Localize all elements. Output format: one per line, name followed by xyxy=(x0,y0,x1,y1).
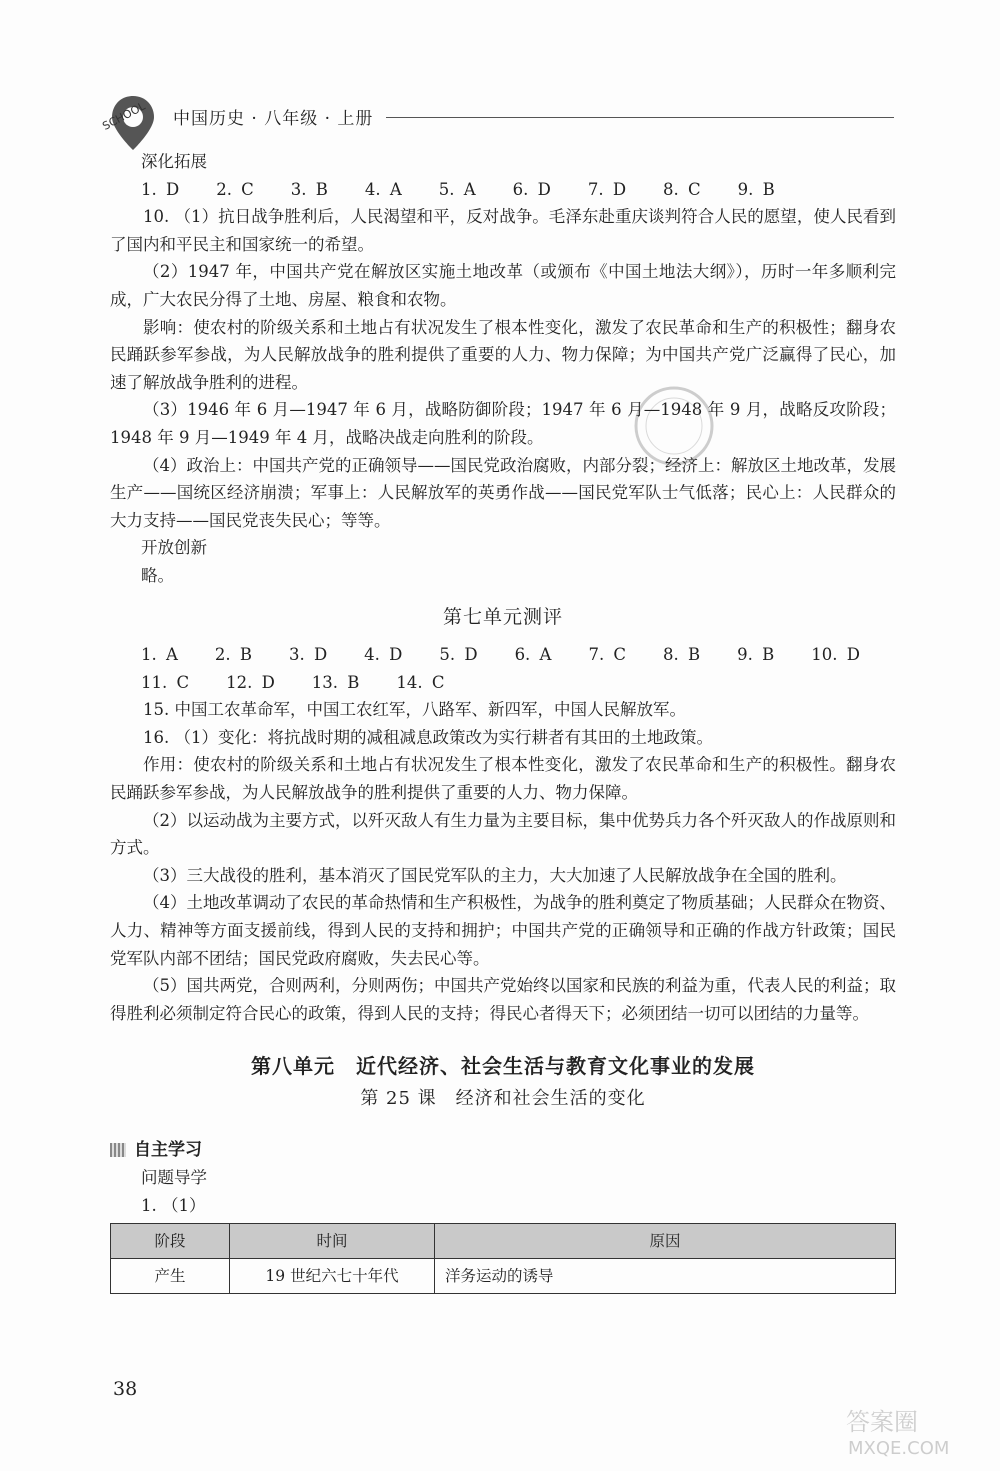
stage-table xyxy=(110,1223,896,1294)
guide-item: 1. （1） xyxy=(141,1195,206,1215)
q15: 15. 中国工农革命军，中国工农红军，八路军、新四军，中国人民解放军。 xyxy=(143,700,686,720)
page-number: 38 xyxy=(113,1378,138,1400)
unit7-answers-row1: 1. A 2. B 3. D 4. D 5. D 6. A 7. C 8. B 9. B 10. D xyxy=(141,645,860,665)
q10-part1: 10. （1）抗日战争胜利后，人民渴望和平，反对战争。毛泽东赴重庆谈判符合人民的愿望，使人民看到了国内和平民主和国家统一的希望。 xyxy=(110,207,896,254)
q10-part4: （4）政治上：中国共产党的正确领导——国民党政治腐败，内部分裂；经济上：解放区土地改革，发展生产——国统区经济崩溃；军事上：人民解放军的英勇作战——国民党军队士气低落；民心上：人民群众的大力支持——国民党丧失民心；等等。 xyxy=(110,455,896,530)
open-text: 略。 xyxy=(141,565,174,585)
deepen-heading: 深化拓展 xyxy=(141,152,207,171)
table-header-cell: 时间 xyxy=(230,1224,435,1259)
table-row xyxy=(111,1259,896,1294)
unit7-answers-row2: 11. C 12. D 13. B 14. C xyxy=(141,672,445,692)
q16-part5: （5）国共两党，合则两利，分则两伤；中国共产党始终以国家和民族的利益为重，代表人民的利益；取得胜利必须制定符合民心的政策，得到人民的支持；得民心者得天下；必须团结一切可以团结的力量等。 xyxy=(110,976,896,1023)
open-heading: 开放创新 xyxy=(141,538,207,558)
guide-heading: 问题导学 xyxy=(141,1168,207,1188)
table-cell: 洋务运动的诱导 xyxy=(435,1259,896,1294)
q10-part2: （2）1947 年，中国共产党在解放区实施土地改革（或颁布《中国土地法大纲》），历时一年多顺利完成，广大农民分得了土地、房屋、粮食和农物。 xyxy=(110,262,896,309)
q16-part4: （4）土地改革调动了农民的革命热情和生产积极性，为战争的胜利奠定了物质基础；人民群众在物资、人力、精神等方面支援前线，得到人民的支持和拥护；中国共产党的正确领导和正确的作战方针政策；国民党军队内部不团结；国民党政府腐败，失去民心等。 xyxy=(110,893,896,968)
q16-part1: 16. （1）变化：将抗战时期的减租减息政策改为实行耕者有其田的土地政策。 xyxy=(143,727,713,747)
section-marker-icon xyxy=(110,1143,126,1157)
lesson-title: 第 25 课 经济和社会生活的变化 xyxy=(360,1088,646,1109)
unit7-title: 第七单元测评 xyxy=(442,605,563,628)
q16-part3: （3）三大战役的胜利，基本消灭了国民党军队的主力，大大加速了人民解放战争在全国的胜利。 xyxy=(143,865,847,885)
table-cell: 19 世纪六七十年代 xyxy=(230,1259,435,1294)
answer-content xyxy=(110,148,896,1294)
table-header-cell: 阶段 xyxy=(111,1224,230,1259)
deepen-answers: 1. D 2. C 3. B 4. A 5. A 6. D 7. D 8. C 9. B xyxy=(141,179,775,199)
q16-part1-effect: 作用：使农村的阶级关系和土地占有状况发生了根本性变化，激发了农民革命和生产的积极性。翻身农民踊跃参军参战，为人民解放战争的胜利提供了重要的人力、物力保障。 xyxy=(110,755,896,803)
header-divider xyxy=(386,117,894,118)
site-watermark xyxy=(840,1400,980,1460)
self-study-heading xyxy=(110,1137,896,1165)
unit8-title: 第八单元 近代经济、社会生活与教育文化事业的发展 xyxy=(251,1054,755,1079)
watermark-url: MXQE.COM xyxy=(848,1438,950,1459)
q10-part2-effect: 影响：使农村的阶级关系和土地占有状况发生了根本性变化，激发了农民革命和生产的积极性；翻身农民踊跃参军参战，为人民解放战争的胜利提供了重要的人力、物力保障；为中国共产党广泛赢得了民心，加速了解放战争胜利的进程。 xyxy=(110,317,896,392)
q10-part3: （3）1946 年 6 月—1947 年 6 月，战略防御阶段；1947 年 6 月—1948 年 9 月，战略反攻阶段；1948 年 9 月—1949 年 4 月，战略决战走向胜利的阶段。 xyxy=(110,400,896,447)
book-title: 中国历史 · 八年级 · 上册 xyxy=(173,109,374,129)
q16-part2: （2）以运动战为主要方式，以歼灭敌人有生力量为主要目标，集中优势兵力各个歼灭敌人的作战原则和方式。 xyxy=(110,810,896,858)
watermark-text: 答案圈 xyxy=(846,1408,918,1436)
table-header-cell: 原因 xyxy=(435,1224,896,1259)
self-study-label: 自主学习 xyxy=(134,1139,202,1160)
table-header-row xyxy=(111,1224,896,1259)
table-cell: 产生 xyxy=(111,1259,230,1294)
logo-text: SCHOOL xyxy=(100,99,148,133)
